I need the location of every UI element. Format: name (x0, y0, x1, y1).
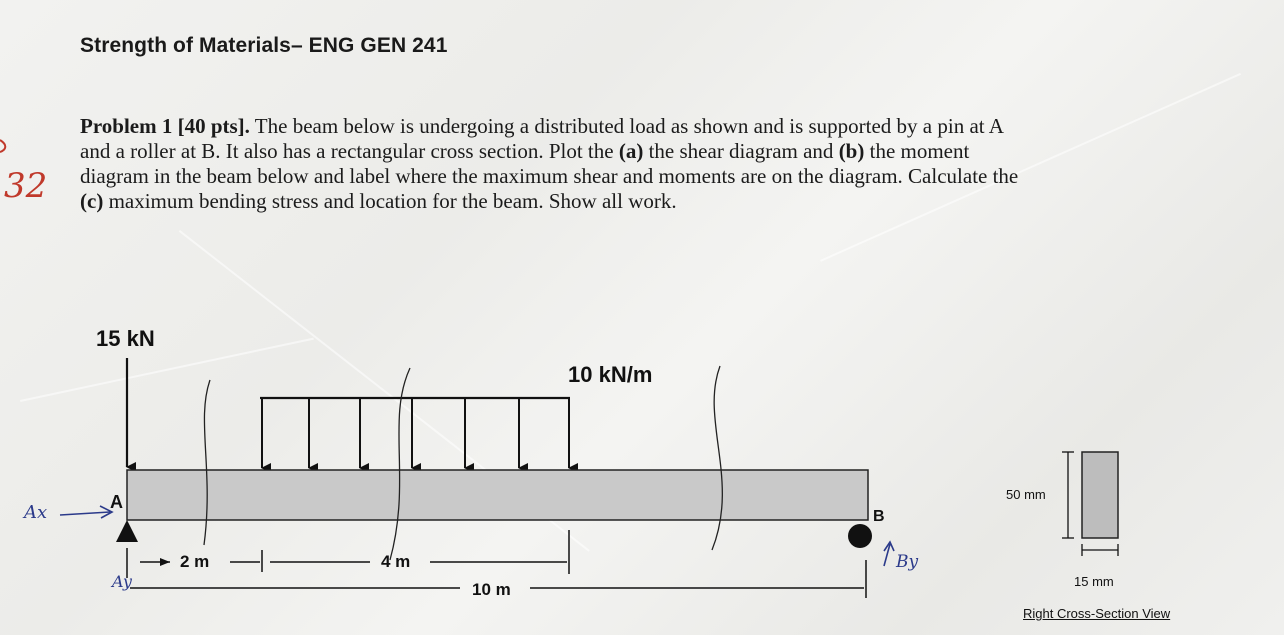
part-a-label: (a) (618, 139, 644, 163)
point-load-label: 15 kN (96, 326, 155, 351)
dim-load-length: 4 m (381, 552, 411, 571)
problem-text: the shear diagram and (643, 139, 839, 163)
problem-text: the moment (864, 139, 970, 163)
handwritten-by: By (896, 552, 919, 572)
part-c-label: (c) (80, 189, 104, 213)
cross-section-caption: Right Cross-Section View (1023, 606, 1171, 621)
support-b-label: B (873, 508, 885, 525)
beam (127, 470, 868, 520)
support-a-label: A (110, 492, 123, 512)
problem-text: diagram in the beam below and label where the maximum shear and moments are on the diagram. Calculate the (80, 164, 1019, 188)
distributed-load-label: 10 kN/m (568, 362, 653, 387)
handwritten-score: 32 (4, 166, 48, 206)
pin-support-a (116, 520, 138, 542)
dim-a-to-load: 2 m (180, 552, 210, 571)
handwritten-score-mark (0, 140, 5, 152)
problem-text: and a roller at B. It also has a rectangular cross section. Plot the (80, 139, 619, 163)
cross-section-rect (1082, 452, 1118, 538)
cross-section-height: 50 mm (1006, 487, 1046, 502)
problem-label: Problem 1 [40 pts]. (80, 114, 250, 138)
course-title: Strength of Materials– ENG GEN 241 (80, 34, 448, 57)
handwritten-ax: Ax (24, 502, 48, 523)
dim-total: 10 m (472, 580, 511, 599)
handwritten-section-cuts (204, 366, 722, 560)
problem-text: The beam below is undergoing a distributed load as shown and is supported by a pin at A (249, 114, 1004, 138)
handwritten-ay: Ay (112, 572, 132, 591)
cross-section-width: 15 mm (1074, 574, 1114, 589)
part-b-label: (b) (838, 139, 865, 163)
problem-text: maximum bending stress and location for the beam. Show all work. (103, 189, 677, 213)
roller-support-b (848, 524, 872, 548)
distributed-load-arrows (262, 398, 569, 468)
